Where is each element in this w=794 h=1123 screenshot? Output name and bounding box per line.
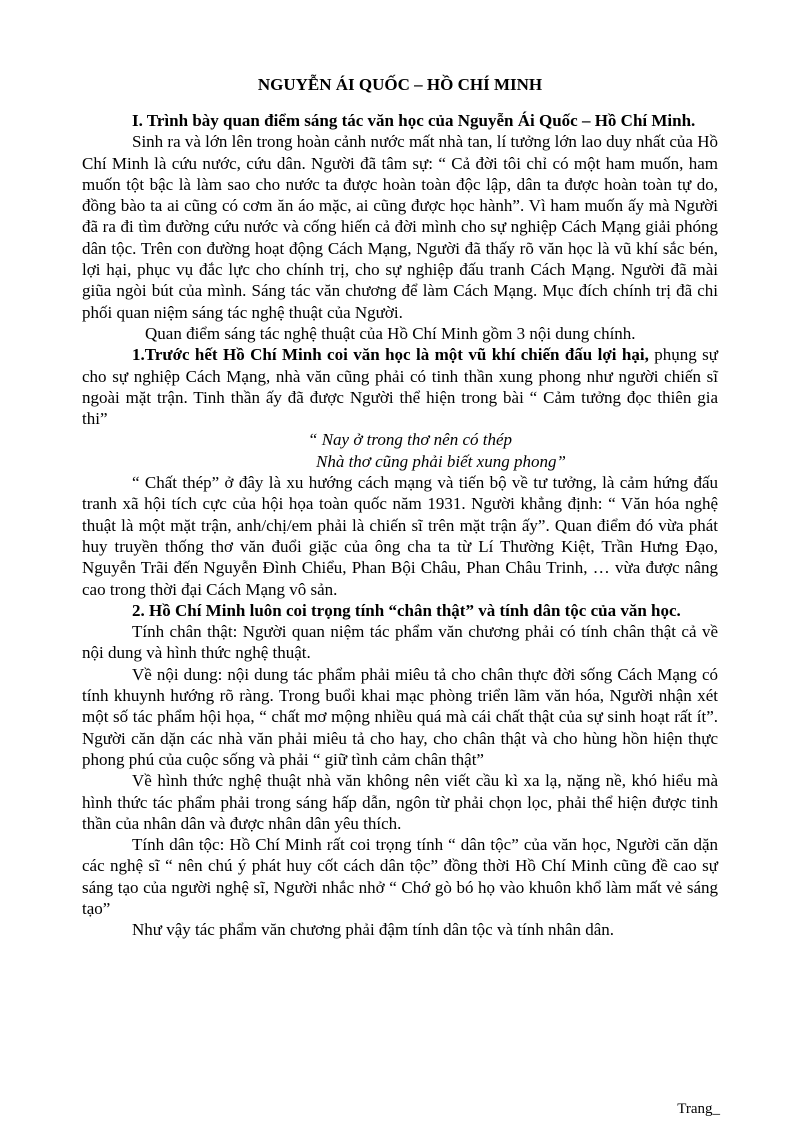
- poem-line-1: “ Nay ở trong thơ nên có thép: [308, 430, 513, 450]
- paragraph-noi-dung: Về nội dung: nội dung tác phẩm phải miêu tả cho chân thực đời sống Cách Mạng có tính khuynh hướng rõ ràng. Trong buổi khai mạc phòng triển lãm văn hóa, Người nhận xét một số tác phẩm hội họa, “ chất mơ mộng nhiều quá mà cái chất thật của sự sinh hoạt rất ít”. Người căn dặn các nhà văn phải miêu tả cho hay, cho chân thật và cho hùng hồn hiện thực phong phú của cuộc sống và phải “ giữ tình cảm chân thật”: [82, 664, 718, 769]
- paragraph-chat-thep: “ Chất thép” ở đây là xu hướng cách mạng và tiến bộ về tư tưởng, là cảm hứng đấu tranh xã hội tích cực của hội họa toàn quốc năm 1931. Người khẳng định: “ Văn hóa nghệ thuật là một mặt trận, anh/chị/em phải là chiến sĩ trên mặt trận ấy”. Quan điểm đó vừa phát huy truyền thống thơ văn đuổi giặc của ông cha ta từ Lí Thường Kiệt, Trần Hưng Đạo, Nguyễn Trãi đến Nguyễn Đình Chiểu, Phan Bội Châu, Phan Châu Trinh, … vừa được nâng cao trong thời đại Cách Mạng vô sản.: [82, 473, 718, 599]
- section-heading: I. Trình bày quan điểm sáng tác văn học của Nguyễn Ái Quốc – Hồ Chí Minh.: [132, 111, 696, 130]
- point-1-paragraph: [82, 344, 718, 429]
- paragraph-tinh-dan-toc: Tính dân tộc: Hồ Chí Minh rất coi trọng tính “ dân tộc” của văn học, Người căn dặn các nghệ sĩ “ nên chú ý phát huy cốt cách dân tộc” đồng thời Hồ Chí Minh cũng đề cao sự sáng tạo của người nghệ sĩ, Người nhắc nhở “ Chớ gò bó họ vào khuôn khổ làm mất vẻ sáng tạo”: [82, 835, 718, 918]
- poem-quote: [82, 429, 718, 472]
- page-title: NGUYỄN ÁI QUỐC – HỒ CHÍ MINH: [257, 75, 543, 94]
- paragraph-conclusion: Như vậy tác phẩm văn chương phải đậm tính dân tộc và tính nhân dân.: [132, 920, 615, 940]
- point-1-text: phụng sự cho sự nghiệp Cách Mạng, nhà văn cũng phải có tinh thần xung phong như người chiến sĩ ngoài mặt trận. Tinh thần ấy đã được Người thể hiện trong bài “ Cảm tưởng đọc thiên gia thi”: [82, 345, 718, 429]
- paragraph-summary: Quan điểm sáng tác nghệ thuật của Hồ Chí Minh gồm 3 nội dung chính.: [145, 323, 636, 343]
- page-footer-label: Trang_: [677, 1101, 720, 1117]
- point-1-heading: 1.Trước hết Hồ Chí Minh coi văn học là một vũ khí chiến đấu lợi hại,: [132, 345, 649, 365]
- point-2-heading: 2. Hồ Chí Minh luôn coi trọng tính “chân thật” và tính dân tộc của văn học.: [132, 600, 681, 620]
- paragraph-hinh-thuc: Về hình thức nghệ thuật nhà văn không nên viết cầu kì xa lạ, nặng nề, khó hiểu mà hình thức tác phẩm phải trong sáng hấp dẫn, ngôn từ phải chọn lọc, phải thể hiện được tinh thần của nhân dân và được nhân dân yêu thích.: [82, 771, 718, 833]
- paragraph-tinh-chan-that: Tính chân thật: Người quan niệm tác phẩm văn chương phải có tính chân thật cả về nội dung và hình thức nghệ thuật.: [82, 622, 718, 663]
- poem-line-2: Nhà thơ cũng phải biết xung phong”: [316, 451, 566, 471]
- paragraph-intro: Sinh ra và lớn lên trong hoàn cảnh nước mất nhà tan, lí tưởng lớn lao duy nhất của Hồ Chí Minh là cứu nước, cứu dân. Người đã tâm sự: “ Cả đời tôi chỉ có một ham muốn, ham muốn tột bậc là làm sao cho nước ta được hoàn toàn độc lập, dân ta được hoàn toàn tự do, đồng bào ta ai cũng có cơm ăn áo mặc, ai cũng được học hành”. Vì ham muốn ấy mà Người đã ra đi tìm đường cứu nước và cống hiến cả đời mình cho sự nghiệp Cách Mạng giải phóng dân tộc. Trên con đường hoạt động Cách Mạng, Người đã thấy rõ văn học là vũ khí sắc bén, lợi hại, phục vụ đắc lực cho chính trị, cho sự nghiệp đấu tranh Cách Mạng. Người đã mài giũa ngòi bút của mình. Sáng tác văn chương để làm Cách Mạng. Mục đích chính trị đã chi phối quan niệm sáng tác nghệ thuật của Người.: [82, 132, 718, 322]
